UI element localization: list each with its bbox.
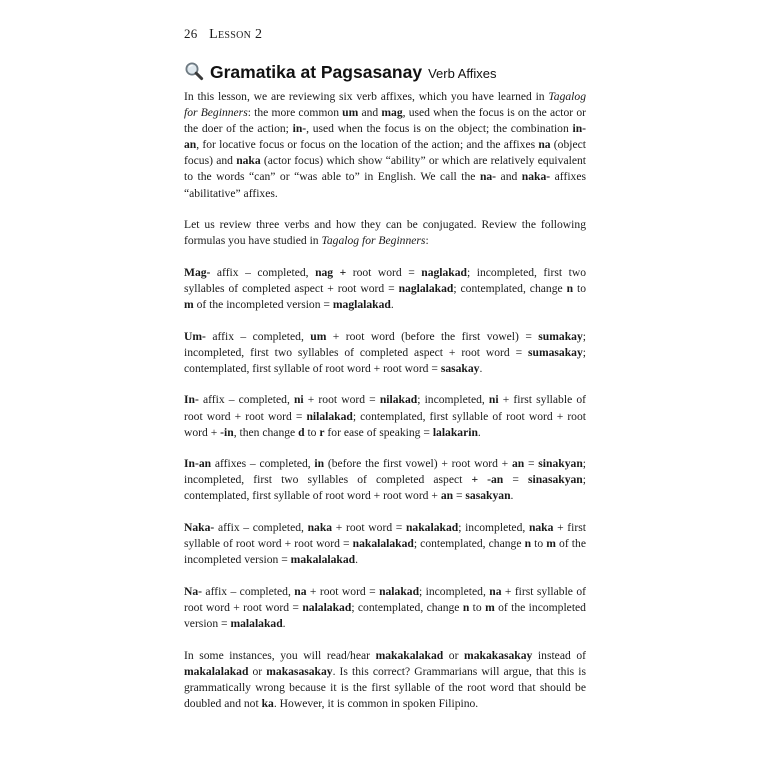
text-run: of the incompleted version = [193, 298, 333, 312]
bold-term: n [566, 281, 574, 295]
book-title: Tagalog for Beginners [184, 90, 586, 120]
text-run: affix – completed, [205, 329, 311, 343]
bold-term: naglalakad [398, 281, 454, 295]
text-run: ; contemplated, first syllable of root word + root word = [184, 345, 586, 375]
bold-term: In-an [184, 457, 212, 471]
page-number: 26 [184, 26, 198, 41]
body-text [184, 89, 586, 727]
bold-term: naka [236, 154, 261, 168]
bold-term: m [485, 600, 495, 614]
instances-paragraph [184, 648, 586, 712]
bold-term: nakalalakad [352, 537, 414, 551]
text-run: + root word (before the first vowel) = [326, 329, 539, 343]
bold-term: um [342, 106, 359, 120]
text-run: of the incompleted version = [184, 600, 586, 630]
bold-term: nalakad [379, 584, 420, 598]
text-run: In this lesson, we are reviewing six verb affixes, which you have learned in [184, 90, 549, 103]
text-run: + root word = [332, 520, 406, 534]
text-run: ; incompleted, [417, 393, 489, 407]
book-title: Tagalog for Beginners [321, 234, 426, 248]
text-run: . Is this correct? Grammarians will argue, that this is grammatically wrong because it is the first syllable of the root word that should be doubled and not [184, 664, 586, 710]
text-run: , used when the focus is on the actor or the doer of the action; [184, 106, 586, 136]
text-run: . However, it is common in spoken Filipino. [273, 696, 479, 710]
bold-term: sinasakyan [527, 473, 583, 487]
bold-term: naka- [521, 170, 551, 184]
bold-term: na- [479, 170, 497, 184]
text-run: ; contemplated, first syllable of root word + root word + [184, 409, 586, 439]
bold-term: n [462, 600, 470, 614]
text-run: for ease of speaking = [324, 425, 433, 439]
bold-term: malalakad [230, 616, 283, 630]
text-run: = [503, 473, 528, 487]
text-run: + first syllable of root word + root word = [184, 584, 586, 614]
bold-term: naka [528, 520, 554, 534]
na-affix-paragraph [184, 584, 586, 632]
text-run: ; contemplated, change [351, 600, 463, 614]
text-run: affixes “abilitative” affixes. [184, 170, 586, 200]
bold-term: Mag- [184, 265, 211, 279]
text-run: to [531, 537, 547, 551]
text-run: . [479, 361, 483, 375]
bold-term: naglakad [421, 265, 468, 279]
bold-term: mag [381, 106, 403, 120]
bold-term: nakalakad [405, 520, 459, 534]
bold-term: in- [292, 122, 307, 136]
bold-term: Na- [184, 584, 203, 598]
text-run: + root word = [303, 393, 380, 407]
bold-term: makasasakay [266, 664, 333, 678]
text-run: and [496, 170, 522, 184]
bold-term: na [489, 584, 502, 598]
bold-term: r [319, 425, 325, 439]
bold-term: sumasakay [528, 345, 583, 359]
text-run: . [282, 616, 286, 630]
text-run: root word = [346, 265, 422, 279]
text-run: , for locative focus or focus on the location of the action; and the affixes [196, 138, 539, 152]
review-paragraph [184, 217, 586, 249]
text-run: ; contemplated, change [413, 537, 525, 551]
bold-term: an [440, 489, 454, 503]
bold-term: lalakarin [432, 425, 478, 439]
bold-term: In- [184, 393, 199, 407]
text-run: to [573, 281, 586, 295]
text-run: . [390, 298, 394, 312]
bold-term: makakasakay [464, 648, 533, 662]
text-run: . [355, 553, 359, 567]
bold-term: Naka- [184, 520, 215, 534]
bold-term: in [314, 457, 325, 471]
bold-term: nag + [315, 265, 347, 279]
bold-term: n [524, 537, 532, 551]
text-run: to [469, 600, 486, 614]
text-run: + first syllable of root word + root word = [184, 393, 586, 423]
text-run: or [248, 664, 267, 678]
text-run: ; incompleted, first two syllables of completed aspect + root word = [184, 329, 586, 359]
text-run: ; incompleted, first two syllables of completed aspect [184, 457, 586, 487]
bold-term: m [184, 298, 194, 312]
bold-term: makalalakad [290, 553, 356, 567]
bold-term: naka [307, 520, 333, 534]
text-run: (actor focus) which show “ability” or which are relatively equivalent to the words “can” or “was able to” in English. We call the [184, 154, 586, 184]
text-run: affix – completed, [198, 393, 294, 407]
bold-term: na [294, 584, 307, 598]
bold-term: makalalakad [184, 664, 249, 678]
bold-term: sasakay [440, 361, 480, 375]
text-run: ; contemplated, first syllable of root word + root word + [184, 473, 586, 503]
in-an-affix-paragraph [184, 456, 586, 504]
text-run: to [304, 425, 320, 439]
text-run: affix – completed, [202, 584, 295, 598]
text-run: (before the first vowel) + root word + [324, 457, 512, 471]
bold-term: na [538, 138, 551, 152]
bold-term: ni [293, 393, 304, 407]
um-affix-paragraph [184, 329, 586, 377]
text-run: Let us review three verbs and how they can be conjugated. Review the following formulas you have studied in [184, 218, 586, 248]
section-title: Gramatika at Pagsasanay [210, 62, 423, 82]
bold-term: m [546, 537, 556, 551]
text-run: = [524, 457, 539, 471]
bold-term: -in [220, 425, 234, 439]
text-run: : [425, 234, 429, 248]
bold-term: ka [261, 696, 274, 710]
text-run: + first syllable of root word + root word = [184, 520, 586, 551]
bold-term: maglalakad [332, 298, 391, 312]
mag-affix-paragraph [184, 265, 586, 313]
naka-affix-paragraph [184, 520, 586, 568]
bold-term: sumakay [538, 329, 583, 343]
text-run: , used when the focus is on the object; the combination [306, 122, 573, 136]
text-run: and [358, 106, 382, 120]
text-run: , then change [233, 425, 299, 439]
bold-term: Um- [184, 329, 206, 343]
section-subtitle: Verb Affixes [428, 66, 497, 81]
text-run: ; incompleted, [458, 520, 529, 534]
bold-term: in-an [184, 122, 586, 152]
text-run: . [477, 425, 481, 439]
text-run: ; incompleted, first two syllables of completed aspect + root word = [184, 265, 586, 295]
in-affix-paragraph [184, 392, 586, 440]
text-run: affixes – completed, [211, 457, 315, 471]
text-run: In some instances, you will read/hear [184, 648, 376, 662]
bold-term: an [511, 457, 525, 471]
text-run: of the incompleted version = [184, 537, 586, 567]
running-head [184, 26, 262, 43]
bold-term: + -an [471, 473, 504, 487]
lesson-label: Lesson 2 [209, 27, 263, 42]
text-run: = [453, 489, 466, 503]
text-run: affix – completed, [210, 265, 316, 279]
bold-term: ni [488, 393, 499, 407]
text-run: ; incompleted, [419, 584, 490, 598]
text-run: : the more common [247, 106, 343, 120]
bold-term: makakalakad [375, 648, 444, 662]
bold-term: sinakyan [538, 457, 583, 471]
magnifying-glass-icon [184, 61, 204, 81]
text-run: or [443, 648, 465, 662]
bold-term: sasakyan [465, 489, 511, 503]
bold-term: um [310, 329, 327, 343]
text-run: + root word = [306, 584, 380, 598]
section-heading [184, 58, 497, 83]
text-run: instead of [532, 648, 587, 662]
text-run: ; contemplated, change [453, 281, 567, 295]
text-run: (object focus) and [184, 138, 586, 168]
text-run: . [510, 489, 514, 503]
text-run: affix – completed, [214, 520, 308, 534]
bold-term: nalalakad [302, 600, 352, 614]
bold-term: d [298, 425, 305, 439]
bold-term: nilakad [379, 393, 418, 407]
bold-term: nilalakad [306, 409, 353, 423]
intro-paragraph [184, 89, 586, 202]
